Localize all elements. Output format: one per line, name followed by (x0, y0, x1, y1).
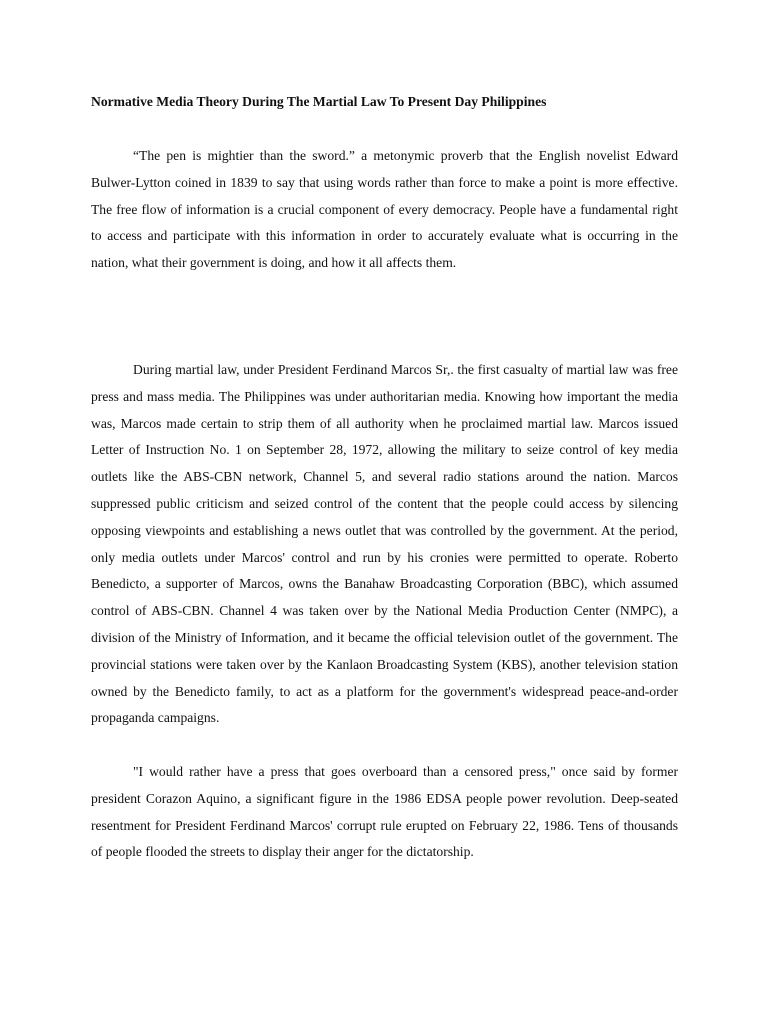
paragraph-pen-mightier: “The pen is mightier than the sword.” a metonymic proverb that the English novelist Edward Bulwer-Lytton coined in 1839 to say that using words rather than force to make a point is more effective. The free flow of information is a crucial component of every democracy. People have a fundamental right to access and participate with this information in order to accurately evaluate what is occurring in the nation, what their government is doing, and how it all affects them. (91, 148, 678, 271)
document-title: Normative Media Theory During The Martial Law To Present Day Philippines (91, 94, 547, 109)
paragraph-martial-law: During martial law, under President Ferdinand Marcos Sr,. the first casualty of martial law was free press and mass media. The Philippines was under authoritarian media. Knowing how important the media was, Marcos made certain to strip them of all authority when he proclaimed martial law. Marcos issued Letter of Instruction No. 1 on September 28, 1972, allowing the military to seize control of key media outlets like the ABS-CBN network, Channel 5, and several radio stations around the nation. Marcos suppressed public criticism and seized control of the content that the people could access by silencing opposing viewpoints and establishing a news outlet that was controlled by the government. At the period, only media outlets under Marcos' control and run by his cronies were permitted to operate. Roberto Benedicto, a supporter of Marcos, owns the Banahaw Broadcasting Corporation (BBC), which assumed control of ABS-CBN. Channel 4 was taken over by the National Media Production Center (NMPC), a division of the Ministry of Information, and it became the official television outlet of the government. The provincial stations were taken over by the Kanlaon Broadcasting System (KBS), another television station owned by the Benedicto family, to act as a platform for the government's widespread peace-and-order propaganda campaigns. (91, 362, 678, 726)
paragraph-aquino-quote: "I would rather have a press that goes overboard than a censored press," once said by former president Corazon Aquino, a significant figure in the 1986 EDSA people power revolution. Deep-seated resentment for President Ferdinand Marcos' corrupt rule erupted on February 22, 1986. Tens of thousands of people flooded the streets to display their anger for the dictatorship. (91, 764, 678, 860)
